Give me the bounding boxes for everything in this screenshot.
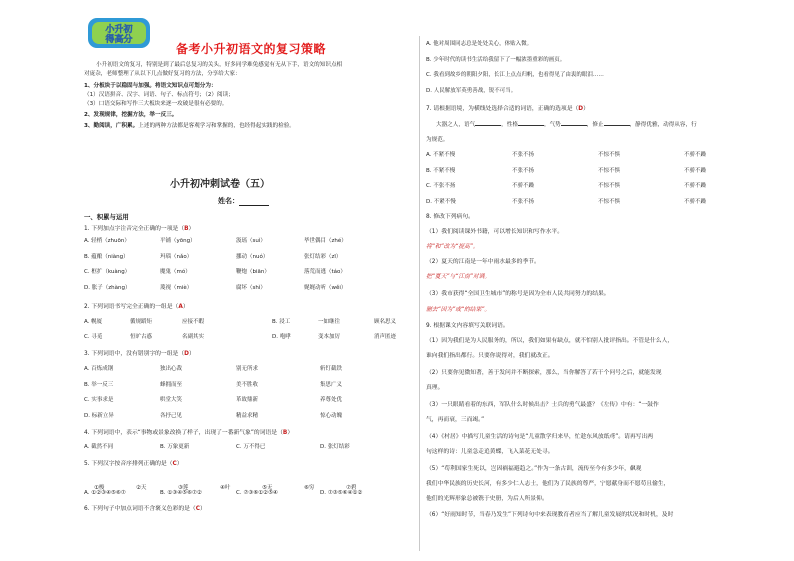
q2-option[interactable]: B. 浸工: [272, 319, 291, 325]
q6-option[interactable]: B. 少年时代的读书生活给我留下了一幅浓墨重彩的画页。: [426, 56, 566, 63]
q1-row-2: [84, 253, 380, 269]
q2-option[interactable]: D. 咆哮: [272, 334, 291, 340]
q3-option[interactable]: 精益求精: [236, 412, 259, 419]
q5-char: ④叶: [220, 485, 231, 491]
q1-option[interactable]: B. 蕴酿（niàng）: [84, 253, 129, 260]
q5-row-1: [84, 489, 396, 501]
q9-l3b: 气，再而衰，三而竭。”: [426, 417, 485, 423]
q9-l5: （5）“苟利国家生死以，岂因祸福避趋之。”作为一条古训，流传至今有多少年，飙观: [426, 466, 642, 472]
q3-option[interactable]: 各抒己见: [160, 412, 183, 419]
q4-option[interactable]: B. 万象更新: [160, 444, 190, 450]
q7-option[interactable]: C. 不张不扬: [426, 183, 456, 189]
q9-l2b: 真理。: [426, 385, 444, 391]
q2-option[interactable]: 顾名思义: [374, 319, 397, 325]
q2-option[interactable]: A. 幌厦: [84, 319, 103, 325]
q2-options: [84, 318, 430, 348]
section-1-title: 一、积累与运用: [84, 213, 129, 221]
q6-row-3: [426, 71, 776, 87]
q7-option[interactable]: A. 不紧不慢: [426, 152, 456, 158]
q6-close: ）: [199, 506, 206, 512]
q8-a2: 把“夏天”与“江南”对调。: [426, 274, 491, 280]
q7-option[interactable]: 不张不扬: [512, 152, 535, 158]
q7-passage-end: 为规范。: [426, 137, 449, 143]
q3-option[interactable]: 哄堂大笑: [160, 397, 183, 403]
q7-blank-3[interactable]: [561, 120, 587, 126]
q5-char: ⑥穷: [304, 485, 315, 491]
q7-option[interactable]: 不张不扬: [512, 167, 535, 174]
q1-option[interactable]: 平铺（yōng）: [160, 238, 196, 244]
q5-answer: C: [172, 461, 177, 467]
q1-option[interactable]: 腐坏（shì）: [236, 284, 266, 291]
q9-l1b: 谁向我们指出都行。只要你说得对，我们就改正。: [426, 353, 554, 359]
q7-option[interactable]: 不骄不躁: [512, 183, 535, 189]
q8-a3: 删去“因为”或“的结果”。: [426, 307, 491, 313]
q3-option[interactable]: B. 举一反三: [84, 381, 114, 388]
q6-option[interactable]: D. 人民解放军英勇善战，锐不可当。: [426, 87, 517, 94]
q5-close: ）: [176, 461, 183, 467]
q4-answer: B: [282, 430, 288, 436]
q7-passage-c: ，气势: [543, 122, 561, 128]
q5-option[interactable]: D. ⑦③⑤⑥④①②: [320, 490, 363, 496]
q1-option[interactable]: C. 框扩（kuàng）: [84, 269, 131, 275]
q3-option[interactable]: 独出心裁: [160, 366, 183, 372]
q7-row-1: [426, 151, 770, 167]
q2-option[interactable]: 变本加厉: [318, 334, 341, 340]
q7-close: ）: [583, 106, 589, 112]
q9-l4: （4）《村居》中描写儿童生活的诗句是“儿童散学归来早，忙趁东风放纸鸢”。请再写出两: [426, 434, 654, 440]
q1-option[interactable]: 落荒而逃（táo）: [304, 269, 346, 275]
q8-l3: （3）我市获得“全国卫生城市”的称号是因为全市人民共同努力的结果。: [426, 291, 610, 297]
q8-stem: 8. 修改下列病句。: [426, 214, 474, 220]
q6-row-4: [426, 87, 776, 103]
q3-row-3: [84, 396, 396, 412]
q2-option[interactable]: 应接不暇: [182, 319, 205, 325]
q5-option[interactable]: B. ①③④⑤⑥⑦②: [160, 490, 202, 496]
q1-option[interactable]: 玛瑙（nǎo）: [160, 253, 193, 260]
q6-stem-text: 6. 下列句子中加点词语不含褒义色彩的是（: [84, 506, 196, 512]
q5-option[interactable]: C. ⑦③⑥①②⑤④: [236, 490, 278, 496]
q3-row-2: [84, 381, 396, 397]
q7-passage-a: 大器之人，语气: [436, 122, 476, 128]
q3-option[interactable]: 惊心动魄: [320, 412, 343, 419]
q3-option[interactable]: C. 实事求是: [84, 397, 114, 403]
exam-title: 小升初冲刺试卷（五）: [170, 179, 270, 190]
q9-l5b: 我们中华民族的历史长河，有多少仁人志士，他们为了民族的尊严，宁愿献身而不愿苟且偷生，: [426, 481, 670, 487]
q9-l3: （3）一只眼睛看着的东西，军队什么时候出击？士兵的勇气最盛？《左传》中有：“一鼓作: [426, 402, 659, 408]
q3-option[interactable]: 革故鼎新: [236, 397, 259, 403]
q4-options: [84, 443, 396, 455]
q7-passage: [436, 120, 697, 129]
q3-option[interactable]: 集思广义: [320, 381, 343, 388]
q4-close: ）: [287, 430, 294, 436]
q7-passage-b: ，性格: [501, 122, 518, 128]
q2-row-1: [84, 318, 430, 333]
q3-option[interactable]: A. 百炼成钢: [84, 366, 114, 372]
q7-option[interactable]: 不张不扬: [512, 198, 535, 205]
q3-option[interactable]: D. 标新立异: [84, 412, 114, 419]
q1-row-3: [84, 268, 380, 284]
column-divider: [419, 36, 420, 551]
q2-option[interactable]: 消声匿迹: [374, 334, 397, 340]
q9-l4b: 句这样的诗：儿童急走追黄蝶，飞入菜花无处寻。: [426, 449, 554, 455]
q7-option[interactable]: B. 不紧不慢: [426, 167, 456, 174]
q3-close: ）: [188, 351, 195, 357]
q1-option[interactable]: 鞭炮（biān）: [236, 269, 270, 275]
q7-option[interactable]: 不骄不躁: [684, 198, 707, 205]
q7-options: [426, 151, 770, 213]
intro-s1: 1、分板块于以稳固与加强。将语文知识点可划分为：: [84, 83, 217, 89]
q9-l5c: 他们的光辉形象总被镌于史册，为后人所景仰。: [426, 496, 548, 502]
intro-s3-line: [84, 122, 414, 131]
q5-char: ③莲: [178, 485, 189, 491]
q6-row-1: [426, 40, 776, 56]
q6-options: [426, 40, 776, 102]
q1-stem: [84, 225, 194, 233]
q1-close: ）: [188, 226, 195, 232]
q2-row-2: [84, 333, 430, 348]
q2-answer: A: [178, 304, 183, 310]
q3-option[interactable]: 美不胜收: [236, 381, 259, 388]
q1-option[interactable]: 魔鬼（mó）: [160, 269, 191, 275]
q4-row-1: [84, 443, 396, 455]
q7-answer: D: [578, 106, 584, 112]
q8-a1: 将“和”改为“提高”。: [426, 244, 479, 250]
q7-blank-1[interactable]: [475, 120, 501, 126]
q1-option[interactable]: 张灯结彩（zī）: [304, 253, 342, 260]
q9-l6: （6）“好雨知时节，当春乃发生”下列诗句中来表现教育者应当了解儿童发展的状况和时机，及时: [426, 512, 674, 518]
q9-l2: （2）只要你见微知著，善于发问并不断探索，那么，当你解答了若干个问号之后，就能发现: [426, 370, 662, 376]
q8-l2: （2）夏天的江南是一年中雨水最多的季节。: [426, 259, 540, 265]
q2-close: ）: [182, 304, 189, 310]
q4-stem: [84, 429, 293, 437]
q1-row-4: [84, 284, 380, 300]
q4-option[interactable]: C. 万不得已: [236, 444, 266, 450]
q3-option[interactable]: 蜂拥而至: [160, 381, 183, 388]
q6-row-2: [426, 56, 776, 72]
q2-option[interactable]: 恒旷古惑: [130, 334, 153, 340]
q7-stem: [426, 105, 589, 113]
q3-options: [84, 365, 396, 427]
q2-option[interactable]: 名副其实: [182, 334, 205, 340]
q3-stem: [84, 350, 195, 358]
name-field: [218, 196, 269, 206]
intro-s1a: （1）汉语拼音、汉字、词语、句子、标点符号；（2）阅读；: [84, 92, 234, 98]
intro-s1b: （3）口语交际和写作三大板块来逐一攻破是很有必要的。: [84, 101, 228, 107]
q4-stem-text: 4. 下列词语中，表示“事物或景象改换了样子，出现了一番新气象”的词语是（: [84, 430, 283, 436]
q2-option[interactable]: C. 寻觅: [84, 334, 103, 340]
q1-option[interactable]: 娓娓动听（wěi）: [304, 284, 347, 291]
q1-row-1: [84, 237, 380, 253]
q7-passage-e: ，静得优雅，动得从容，行: [629, 122, 697, 128]
intro-s2: 2、发现规律，挖掘方法，举一反三。: [84, 112, 178, 118]
q6-answer: C: [195, 506, 200, 512]
q7-option[interactable]: 不骄不躁: [684, 152, 707, 158]
q7-blank-4[interactable]: [604, 120, 630, 126]
q5-char: ②天: [136, 485, 147, 491]
q1-option[interactable]: 汲瑶（suì）: [236, 238, 266, 244]
q7-option[interactable]: 不骄不躁: [684, 183, 707, 189]
q7-option[interactable]: 不惊不惧: [598, 183, 621, 189]
strategy-title: 备考小升初语文的复习策略: [176, 42, 327, 56]
q1-option[interactable]: D. 胀子（zhàng）: [84, 284, 131, 291]
q1-options: [84, 237, 380, 299]
intro-p2: 对庞杂，老师整理了从以下几点做好复习的方法，分享给大家：: [84, 71, 241, 77]
svg-text:小升初: 小升初: [105, 25, 133, 35]
q5-char: ⑦碧: [346, 485, 357, 491]
q3-answer: D: [184, 351, 189, 357]
q7-row-2: [426, 167, 770, 183]
name-blank[interactable]: [239, 197, 269, 206]
q6-option[interactable]: A. 他对周围同志总是处处关心，体贴入微。: [426, 41, 533, 47]
q3-option[interactable]: 养尊处优: [320, 397, 343, 403]
q3-option[interactable]: 斩钉截铁: [320, 366, 343, 372]
q5-char: ⑤无: [262, 485, 273, 491]
q7-option[interactable]: D. 不紧不慢: [426, 198, 456, 205]
q2-option[interactable]: 一如继往: [318, 319, 341, 325]
intro-p1: 小升初语文的复习，特别是到了最后总复习的关头，好多同学难免感觉有无从下手，语文的知识点相: [96, 62, 343, 68]
q3-stem-text: 3. 下列词语中，没有错别字的一组是（: [84, 351, 185, 357]
q5-option[interactable]: A. ①②③④⑤⑥⑦: [84, 490, 126, 496]
q4-option[interactable]: D. 张灯结彩: [320, 444, 350, 450]
q6-option[interactable]: C. 我看到故乡的朝阳夕阳，长江上点点归帆，也看得见了由衷的眼泪……: [426, 72, 604, 78]
q7-option[interactable]: 不惊不惧: [598, 167, 621, 174]
q3-row-4: [84, 412, 396, 428]
q7-option[interactable]: 不骄不躁: [684, 167, 707, 174]
q7-row-3: [426, 182, 770, 198]
q3-option[interactable]: 别无所求: [236, 366, 259, 372]
q9-stem: 9. 根据课文内容填写关联词语。: [426, 323, 509, 329]
q5-options: [84, 489, 396, 501]
q8-l1: （1）我们阅读课外书籍，可以增长知识和写作水平。: [426, 229, 564, 235]
svg-text:得高分: 得高分: [105, 35, 133, 45]
q7-option[interactable]: 不惊不惧: [598, 152, 621, 158]
q1-option[interactable]: A. 轻梢（zhuōn）: [84, 238, 130, 244]
q1-option[interactable]: 毕世偶目（zhé）: [304, 238, 347, 244]
q2-option[interactable]: 循规蹈矩: [130, 319, 153, 325]
q3-row-1: [84, 365, 396, 381]
q5-stem: [84, 460, 183, 468]
q1-stem-text: 1. 下列加点字注音完全正确的一项是（: [84, 226, 185, 232]
q7-passage-d: ，修止: [586, 122, 604, 128]
q5-stem-text: 5. 下列汉字按音序排列正确的是（: [84, 461, 173, 467]
intro-block: [84, 61, 414, 131]
intro-s3: 3、勤阅读，广积累。: [84, 123, 139, 129]
q1-answer: B: [184, 226, 189, 232]
q1-option[interactable]: 挪动（nuó）: [236, 253, 269, 260]
q7-option[interactable]: 不惊不惧: [598, 198, 621, 205]
q7-stem-text: 7. 请根据语境，为横线处选择合适的词语，正确的选项是（: [426, 106, 579, 112]
q5-char: ①梭: [94, 485, 105, 491]
q7-blank-2[interactable]: [518, 120, 544, 126]
q7-row-4: [426, 198, 770, 214]
q9-l1: （1）因为我们是为人民服务的，所以，我们如果有缺点，就不怕别人批评指出。不管是什么人，: [426, 338, 674, 344]
name-label: 姓名：: [218, 197, 239, 205]
q1-option[interactable]: 蔑视（miè）: [160, 284, 193, 291]
intro-s3-rest: 上述的两种方法都是客观学习和掌握的，也经得起实践的检验。: [138, 123, 295, 129]
q2-stem: [84, 303, 189, 311]
logo-badge-icon: [86, 14, 156, 52]
q4-option[interactable]: A. 截然不同: [84, 444, 114, 450]
q6-stem: [84, 505, 206, 513]
q2-stem-text: 2. 下列词语书写完全正确的一组是（: [84, 304, 179, 310]
